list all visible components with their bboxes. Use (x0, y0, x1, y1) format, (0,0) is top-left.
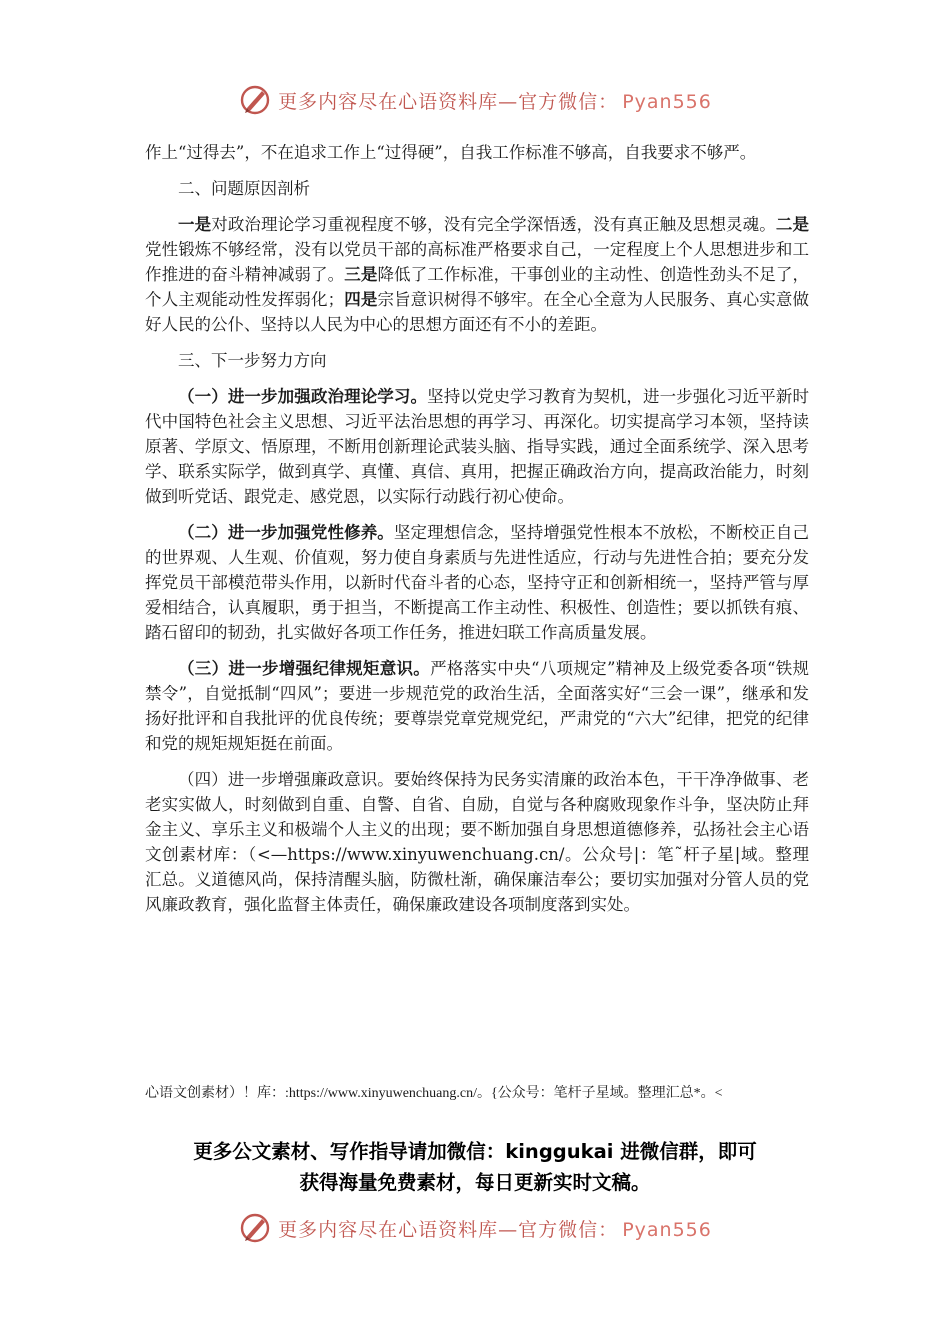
pen-logo-icon (238, 83, 272, 117)
item-2-title: （二）进一步加强党性修养。 (178, 523, 394, 542)
source-footnote: 心语文创素材）！库：:https://www.xinyuwenchuang.cn/。{公众号：笔杆子星域。整理汇总*。< (145, 1086, 723, 1101)
banner-contact-label: 官方微信： (518, 90, 619, 113)
cause-text-4: 宗旨意识树得不够牢。在全心全意为人民服务、真心实意做好人民的公仆、坚持以人民为中心的思想方面还有不小的差距。 (145, 290, 810, 334)
marker-first: 一是 (178, 215, 212, 234)
cause-text-2: 党性锻炼不够经常，没有以党员干部的高标准严格要求自己，一定程度上个人思想进步和工作推进的奋斗精神减弱了。 (145, 240, 809, 284)
paragraph-item-2 (145, 520, 809, 645)
document-body (145, 140, 809, 928)
banner-text (278, 87, 712, 114)
item-1-text: 坚持以党史学习教育为契机，进一步强化习近平新时代中国特色社会主义思想、习近平法治思想的再学习、再深化。切实提高学习本领，坚持读原著、学原文、悟原理，不断用创新理论武装头脑、指导实践，通过全面系统学、深入思考学、联系实际学，做到真学、真懂、真信、真用，把握正确政治方向，提高政治能力，时刻做到听党话、跟党走、感党恩，以实际行动践行初心使命。 (145, 387, 810, 506)
banner-brand: 更多内容尽在心语资料库 (278, 90, 499, 113)
item-3-title: （三）进一步增强纪律规矩意识。 (178, 659, 431, 678)
banner-contact-label: 官方微信： (518, 1218, 619, 1241)
banner-separator: — (498, 1218, 519, 1241)
promo-line-2: 获得海量免费素材，每日更新实时文稿。 (299, 1171, 651, 1194)
pen-logo-icon (238, 1211, 272, 1245)
cause-text-3: 降低了工作标准，干事创业的主动性、创造性劲头不足了，个人主观能动性发挥弱化； (145, 265, 810, 309)
paragraph-item-3 (145, 656, 809, 756)
item-1-title: （一）进一步加强政治理论学习。 (178, 387, 428, 406)
section-heading-causes: 二、问题原因剖析 (178, 179, 310, 198)
banner-text (278, 1215, 712, 1242)
banner-contact-id: Pyan556 (622, 90, 712, 113)
marker-second: 二是 (775, 215, 810, 234)
banner-brand: 更多内容尽在心语资料库 (278, 1218, 499, 1241)
banner-contact-id: Pyan556 (622, 1218, 712, 1241)
header-banner (0, 80, 950, 120)
item-3-text: 严格落实中央“八项规定”精神及上级党委各项“铁规禁令”，自觉抵制“四风”；要进一步规范党的政治生活，全面落实好“三会一课”，继承和发扬好批评和自我批评的优良传统；要尊崇党章党规党纪，严肃党的“六大”纪律，把党的纪律和党的规矩规矩挺在前面。 (145, 659, 810, 753)
paragraph-continuation: 作上“过得去”，不在追求工作上“过得硬”，自我工作标准不够高，自我要求不够严。 (145, 143, 757, 162)
paragraph-item-4: （四）进一步增强廉政意识。要始终保持为民务实清廉的政治本色，干干净净做事、老老实实做人，时刻做到自重、自警、自省、自励，自觉与各种腐败现象作斗争，坚决防止拜金主义、享乐主义和极端个人主义的出现；要不断加强自身思想道德修养，弘扬社会主心语文创素材库：（<—https://www.xinyuwenchuang.cn/。公众号|：笔˜杆子星|域。整理汇总。义道德风尚，保持清醒头脑，防微杜渐，确保廉洁奉公；要切实加强对分管人员的党风廉政教育，强化监督主体责任，确保廉政建设各项制度落到实处。 (145, 770, 809, 914)
promo-block (140, 1136, 810, 1198)
marker-third: 三是 (344, 265, 378, 284)
marker-fourth: 四是 (344, 290, 378, 309)
paragraph-item-1 (145, 384, 809, 509)
promo-line-1: 更多公文素材、写作指导请加微信：kinggukai 进微信群，即可 (193, 1140, 757, 1163)
banner-separator: — (498, 90, 519, 113)
item-2-text: 坚定理想信念，坚持增强党性根本不放松，不断校正自己的世界观、人生观、价值观，努力使自身素质与先进性适应，行动与先进性合拍；要充分发挥党员干部模范带头作用，以新时代奋斗者的心态，坚持守正和创新相统一，坚持严管与厚爱相结合，认真履职，勇于担当，不断提高工作主动性、积极性、创造性；要以抓铁有痕、踏石留印的韧劲，扎实做好各项工作任务，推进妇联工作高质量发展。 (145, 523, 810, 642)
paragraph-causes (145, 212, 809, 337)
footer-banner (0, 1208, 950, 1248)
section-heading-direction: 三、下一步努力方向 (178, 351, 327, 370)
cause-text-1: 对政治理论学习重视程度不够，没有完全学深悟透，没有真正触及思想灵魂。 (211, 215, 776, 234)
